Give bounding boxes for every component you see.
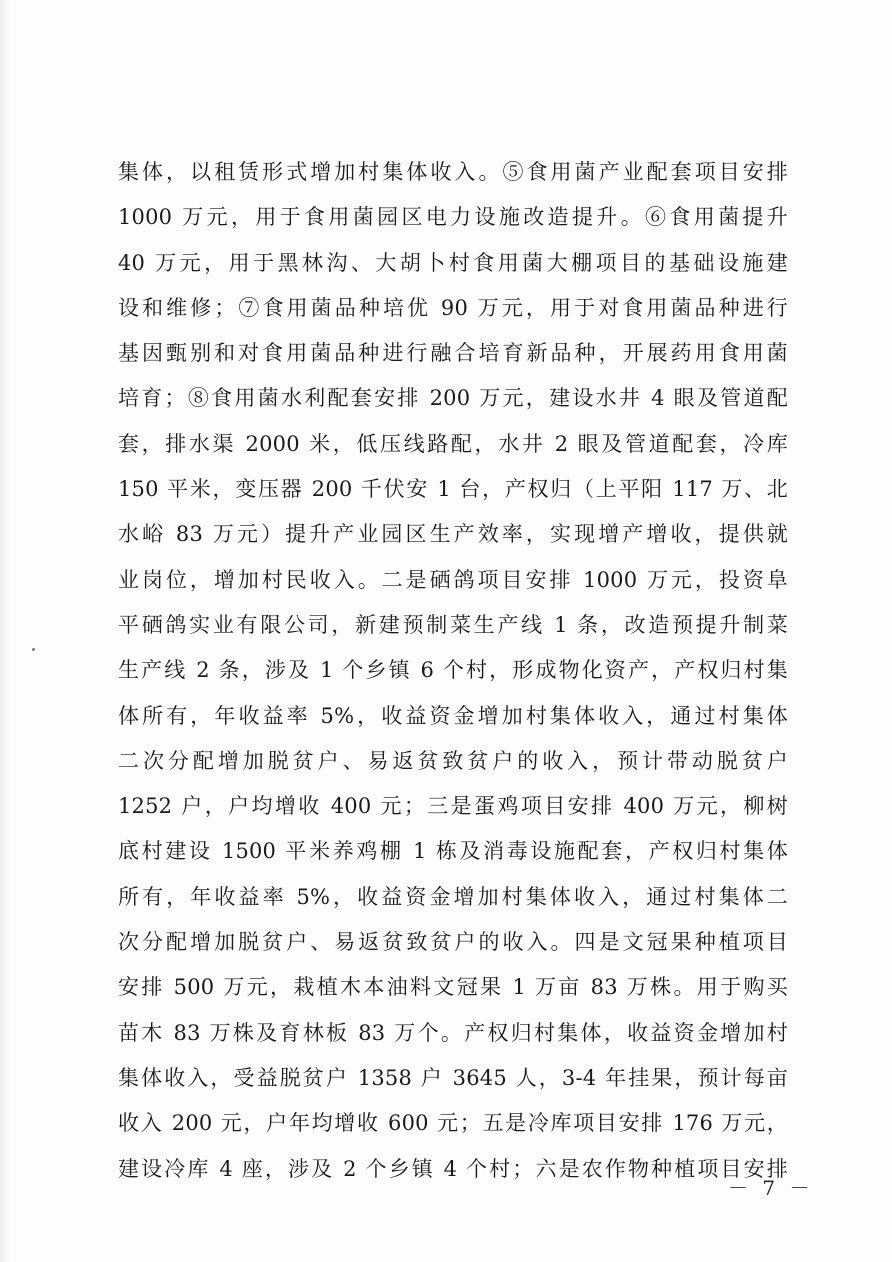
text-line: 二次分配增加脱贫户、易返贫致贫户的收入，预计带动脱贫户 [118,748,788,773]
text-line: 平硒鸽实业有限公司，新建预制菜生产线 1 条，改造预提升制菜 [118,612,788,637]
text-line: 1000 万元，用于食用菌园区电力设施改造提升。⑥食用菌提升 [118,205,788,230]
text-line: 集体收入，受益脱贫户 1358 户 3645 人，3-4 年挂果，预计每亩 [118,1065,788,1090]
text-line: 所有，年收益率 5%，收益资金增加村集体收入，通过村集体二 [118,884,788,909]
text-line: 150 平米，变压器 200 千伏安 1 台，产权归（上平阳 117 万、北 [118,477,788,502]
text-line: 建设冷库 4 座，涉及 2 个乡镇 4 个村；六是农作物种植项目安排 [118,1156,788,1181]
text-line: 基因甄别和对食用菌品种进行融合培育新品种，开展药用食用菌 [118,341,788,366]
text-line: 40 万元，用于黑林沟、大胡卜村食用菌大棚项目的基础设施建 [118,250,788,275]
text-line: 体所有，年收益率 5%，收益资金增加村集体收入，通过村集体 [118,703,788,728]
text-line: 培育；⑧食用菌水利配套安排 200 万元，建设水井 4 眼及管道配 [118,386,788,411]
text-line: 收入 200 元，户年均增收 600 元；五是冷库项目安排 176 万元， [118,1111,788,1136]
scan-edge-shadow [0,0,10,1262]
text-line: 业岗位，增加村民收入。二是硒鸽项目安排 1000 万元，投资阜 [118,567,788,592]
text-line: 水峪 83 万元）提升产业园区生产效率，实现增产增收，提供就 [118,522,788,547]
text-line: 生产线 2 条，涉及 1 个乡镇 6 个村，形成物化资产，产权归村集 [118,658,788,683]
text-line: 设和维修；⑦食用菌品种培优 90 万元，用于对食用菌品种进行 [118,295,788,320]
text-line: 苗木 83 万株及育林板 83 万个。产权归村集体，收益资金增加村 [118,1020,788,1045]
text-line: 套，排水渠 2000 米，低压线路配，水井 2 眼及管道配套，冷库 [118,431,788,456]
body-text [118,150,788,1192]
text-line: 集体，以租赁形式增加村集体收入。⑤食用菌产业配套项目安排 [118,160,788,184]
text-line: 底村建设 1500 平米养鸡棚 1 栋及消毒设施配套，产权归村集体 [118,839,788,864]
text-line: 次分配增加脱贫户、易返贫致贫户的收入。四是文冠果种植项目 [118,930,788,955]
scan-speck [32,648,35,651]
page-number: － 7 － [728,1176,814,1200]
text-line: 1252 户，户均增收 400 元；三是蛋鸡项目安排 400 万元，柳树 [118,794,788,819]
text-line: 安排 500 万元，栽植木本油料文冠果 1 万亩 83 万株。用于购买 [118,975,788,1000]
